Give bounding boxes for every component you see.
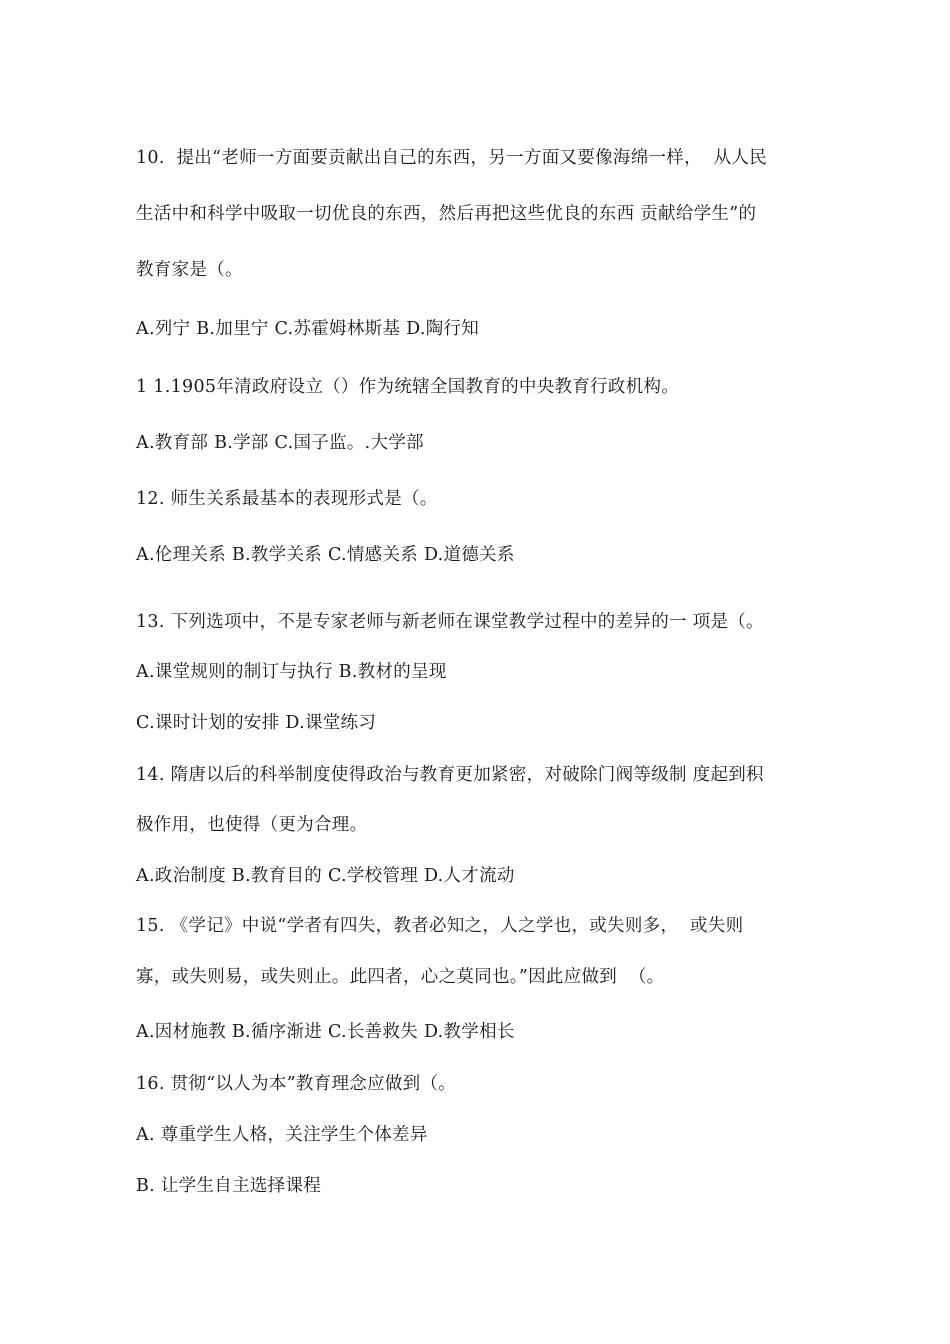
question-16-option-a: A. 尊重学生人格，关注学生个体差异 bbox=[136, 1125, 428, 1145]
question-15-options: A.因材施教 B.循序渐进 C.长善救失 D.教学相长 bbox=[136, 1022, 515, 1042]
question-14-options: A.政治制度 B.教育目的 C.学校管理 D.人才流动 bbox=[136, 866, 515, 886]
question-11-options: A.教育部 B.学部 C.国子监。.大学部 bbox=[136, 433, 424, 453]
question-12-options: A.伦理关系 B.教学关系 C.情感关系 D.道德关系 bbox=[136, 545, 515, 565]
question-10-line-2: 生活中和科学中吸取一切优良的东西，然后再把这些优良的东西 贡献给学生”的 bbox=[136, 204, 757, 224]
question-15-line-2: 寡，或失则易，或失则止。此四者，心之莫同也。”因此应做到 （。 bbox=[136, 967, 665, 987]
question-13-options-2: C.课时计划的安排 D.课堂练习 bbox=[136, 713, 377, 733]
question-10-line-3: 教育家是（。 bbox=[136, 260, 243, 280]
question-16-option-b: B. 让学生自主选择课程 bbox=[136, 1176, 322, 1196]
question-13-options-1: A.课堂规则的制订与执行 B.教材的呈现 bbox=[136, 662, 447, 682]
question-14-line-1: 14. 隋唐以后的科举制度使得政治与教育更加紧密，对破除门阀等级制 度起到积 bbox=[136, 765, 764, 785]
question-12-stem: 12. 师生关系最基本的表现形式是（。 bbox=[136, 489, 438, 509]
question-11-stem: 1 1.1905年清政府设立（）作为统辖全国教育的中央教育行政机构。 bbox=[136, 377, 680, 397]
question-10-options: A.列宁 B.加里宁 C.苏霍姆林斯基 D.陶行知 bbox=[136, 319, 480, 339]
question-16-stem: 16. 贯彻“以人为本”教育理念应做到（。 bbox=[136, 1074, 457, 1094]
question-13-stem: 13. 下列选项中，不是专家老师与新老师在课堂教学过程中的差异的一 项是（。 bbox=[136, 612, 764, 632]
question-10-line-1: 10. 提出“老师一方面要贡献出自己的东西，另一方面又要像海绵一样， 从人民 bbox=[136, 148, 768, 168]
question-14-line-2: 极作用，也使得（更为合理。 bbox=[136, 815, 368, 835]
question-15-line-1: 15. 《学记》中说“学者有四失，教者必知之，人之学也，或失则多， 或失则 bbox=[136, 916, 744, 936]
